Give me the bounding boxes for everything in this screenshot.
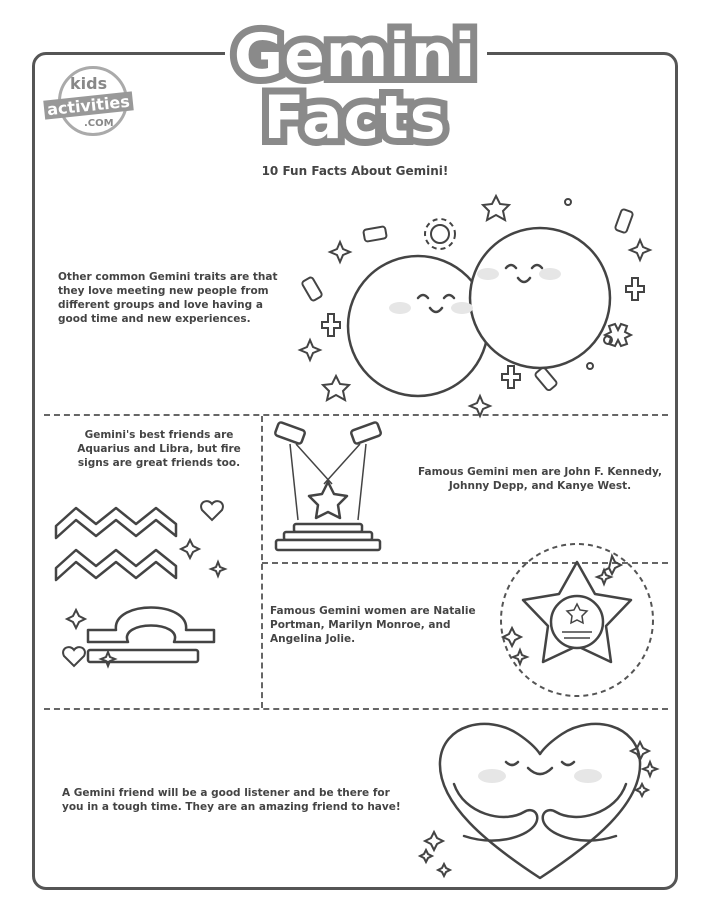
star-badge-icon [494,540,660,700]
twin-faces-icon [300,190,660,410]
fact-traits: Other common Gemini traits are that they love meeting new people from different groups and love having a good time and new experiences. [58,271,278,325]
divider-top [44,414,668,416]
fact-best-friends: Gemini's best friends are Aquarius and Libra, but fire signs are great friends too. [77,429,241,469]
page-subtitle: 10 Fun Facts About Gemini! [261,164,449,178]
hugging-heart-icon [418,714,662,882]
logo-text-activities: activities [43,91,133,119]
page-title-line1: Gemini [233,21,477,91]
libra-symbol-icon [58,600,248,680]
spotlight-star-stage-icon [272,420,384,556]
aquarius-symbol-icon [52,500,232,590]
logo-text-com: .COM [84,118,114,129]
kids-activities-logo [44,66,140,146]
divider-bottom [44,708,668,710]
fact-famous-men: Famous Gemini men are John F. Kennedy, Johnny Depp, and Kanye West. [417,466,663,492]
fact-famous-women: Famous Gemini women are Natalie Portman, Marilyn Monroe, and Angelina Jolie. [270,605,476,645]
logo-text-kids: kids [70,74,108,93]
fact-good-friend: A Gemini friend will be a good listener and be there for you in a tough time. They are an amazing friend to have! [62,787,401,813]
page-title-line2: Facts [263,83,447,153]
